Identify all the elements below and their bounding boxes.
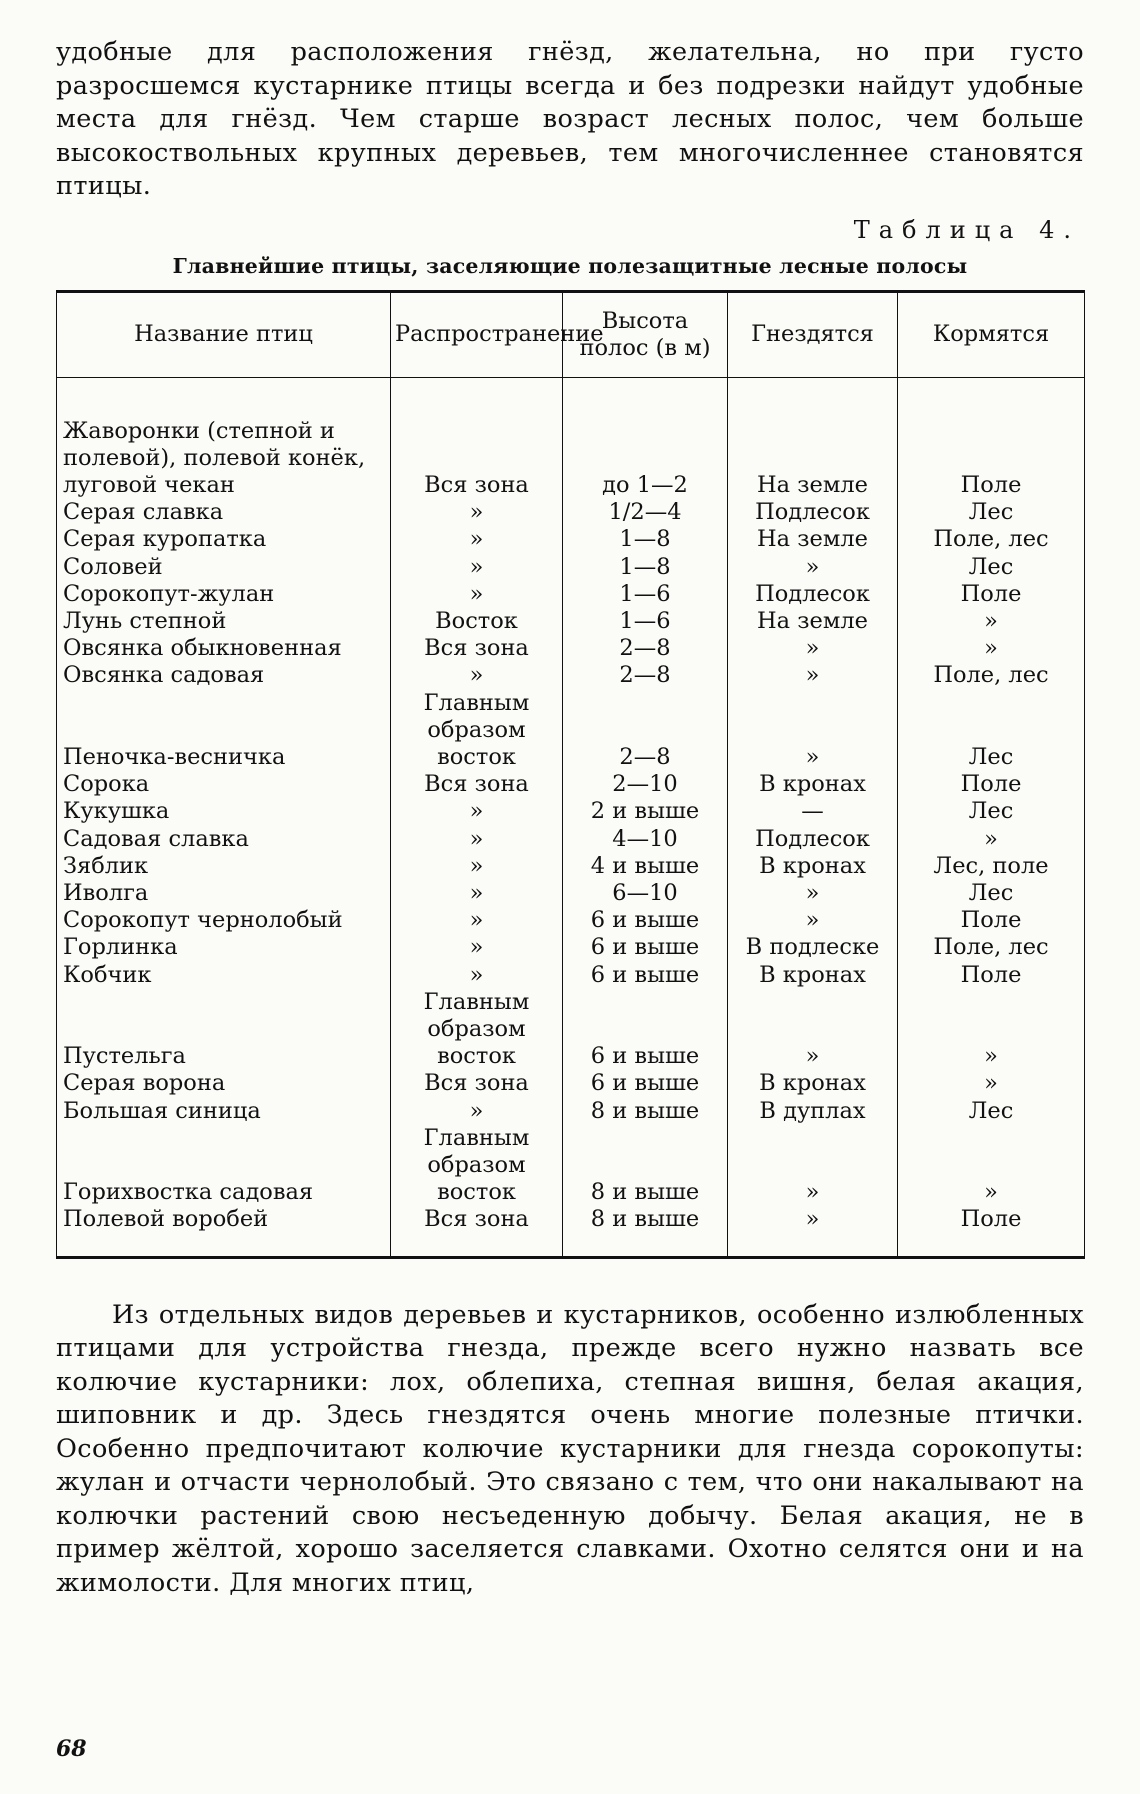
cell-range: Главным образом восток xyxy=(391,690,563,772)
cell-feed: Поле, лес xyxy=(898,662,1085,689)
table-row xyxy=(57,581,1085,608)
cell-nest: Подлесок xyxy=(728,581,898,608)
table-end-row xyxy=(57,1234,1085,1258)
cell-feed: » xyxy=(898,826,1085,853)
cell-range: Вся зона xyxy=(391,635,563,662)
cell-range: » xyxy=(391,798,563,825)
birds-table xyxy=(56,290,1085,1259)
cell-height: 2—8 xyxy=(563,662,728,689)
cell-range: » xyxy=(391,526,563,553)
cell-name: Сорока xyxy=(63,771,150,798)
cell-range: » xyxy=(391,554,563,581)
cell-range: » xyxy=(391,853,563,880)
table-row xyxy=(57,771,1085,798)
cell-name: Сорокопут-жулан xyxy=(63,580,275,607)
cell-name: Пустельга xyxy=(63,1043,186,1070)
cell-feed: » xyxy=(898,989,1085,1071)
cell-name: Полевой воробей xyxy=(63,1206,269,1233)
cell-nest: В дуплах xyxy=(728,1098,898,1125)
cell-feed: Поле xyxy=(898,1206,1085,1233)
cell-name: Кобчик xyxy=(63,961,152,988)
body-paragraph: Из отдельных видов деревьев и кустарников, особенно излюбленных птицами для устройства гнезда, прежде всего нужно назвать все колючие кустарники: лох, облепиха, степная вишня, белая акация, шиповник и др. Здесь гнездятся очень многие полезные птички. Особенно предпочитают колючие кустарники для гнезда сорокопуты: жулан и отчасти чернолобый. Это связано с тем, что они накалывают на колючки растений свою несъеденную добычу. Белая акация, не в пример жёлтой, хорошо заселяется славками. Охотно селятся они и на жимолости. Для многих птиц, xyxy=(56,1299,1084,1598)
cell-feed: » xyxy=(898,1125,1085,1207)
cell-nest: » xyxy=(728,1206,898,1233)
cell-nest: » xyxy=(728,662,898,689)
cell-range: » xyxy=(391,662,563,689)
table-spacer-row xyxy=(57,377,1085,418)
cell-nest: В кронах xyxy=(728,853,898,880)
cell-name: Серая куропатка xyxy=(63,526,267,553)
cell-nest: » xyxy=(728,989,898,1071)
table-row xyxy=(57,1206,1085,1233)
cell-range: » xyxy=(391,907,563,934)
cell-name: Серая славка xyxy=(63,499,224,526)
table-row xyxy=(57,826,1085,853)
cell-nest: » xyxy=(728,1125,898,1207)
table-row xyxy=(57,662,1085,689)
cell-nest: На земле xyxy=(728,608,898,635)
cell-feed: Лес, поле xyxy=(898,853,1085,880)
cell-name: Жаворонки (степной и полевой), полевой конёк, луговой чекан xyxy=(63,417,366,498)
table-row xyxy=(57,907,1085,934)
table-body xyxy=(57,377,1085,1257)
table-row xyxy=(57,962,1085,989)
cell-nest: В кронах xyxy=(728,962,898,989)
cell-height: 2—8 xyxy=(563,690,728,772)
cell-height: 4—10 xyxy=(563,826,728,853)
cell-height: 4 и выше xyxy=(563,853,728,880)
cell-name: Кукушка xyxy=(63,798,170,825)
cell-range: » xyxy=(391,962,563,989)
cell-nest: Подлесок xyxy=(728,826,898,853)
table-row xyxy=(57,1125,1085,1207)
cell-nest: » xyxy=(728,635,898,662)
table-row xyxy=(57,1098,1085,1125)
header-nest: Гнездятся xyxy=(728,291,898,377)
cell-range: Восток xyxy=(391,608,563,635)
table-row xyxy=(57,635,1085,662)
cell-feed: Поле xyxy=(898,581,1085,608)
cell-height: 1—8 xyxy=(563,526,728,553)
cell-height: 2—10 xyxy=(563,771,728,798)
cell-feed: » xyxy=(898,1070,1085,1097)
cell-height: до 1—2 xyxy=(563,418,728,500)
table-row xyxy=(57,418,1085,500)
cell-feed: Поле, лес xyxy=(898,934,1085,961)
cell-name: Иволга xyxy=(63,879,149,906)
cell-height: 8 и выше xyxy=(563,1125,728,1207)
table-row xyxy=(57,989,1085,1071)
cell-feed: Поле xyxy=(898,907,1085,934)
cell-height: 1—8 xyxy=(563,554,728,581)
page xyxy=(56,36,1084,1600)
cell-range: » xyxy=(391,934,563,961)
cell-range: » xyxy=(391,581,563,608)
cell-height: 8 и выше xyxy=(563,1098,728,1125)
table-row xyxy=(57,1070,1085,1097)
page-number: 68 xyxy=(56,1736,87,1762)
cell-feed: Лес xyxy=(898,690,1085,772)
cell-range: Вся зона xyxy=(391,418,563,500)
cell-name: Лунь степной xyxy=(63,607,227,634)
cell-nest: » xyxy=(728,907,898,934)
cell-range: Вся зона xyxy=(391,1206,563,1233)
cell-nest: В кронах xyxy=(728,771,898,798)
cell-feed: Поле, лес xyxy=(898,526,1085,553)
cell-name: Зяблик xyxy=(63,852,149,879)
cell-range: » xyxy=(391,1098,563,1125)
cell-feed: Поле xyxy=(898,418,1085,500)
table-row xyxy=(57,554,1085,581)
cell-range: Главным образом восток xyxy=(391,989,563,1071)
header-feed: Кормятся xyxy=(898,291,1085,377)
cell-range: Главным образом восток xyxy=(391,1125,563,1207)
header-name: Название птиц xyxy=(57,291,391,377)
cell-feed: Лес xyxy=(898,554,1085,581)
table-row xyxy=(57,798,1085,825)
cell-feed: » xyxy=(898,608,1085,635)
cell-name: Горихвостка садовая xyxy=(63,1179,314,1206)
cell-height: 1—6 xyxy=(563,608,728,635)
cell-nest: На земле xyxy=(728,418,898,500)
cell-range: » xyxy=(391,826,563,853)
cell-name: Серая ворона xyxy=(63,1070,226,1097)
cell-height: 2 и выше xyxy=(563,798,728,825)
cell-height: 8 и выше xyxy=(563,1206,728,1233)
cell-name: Пеночка-весничка xyxy=(63,743,286,770)
table-row xyxy=(57,499,1085,526)
cell-height: 2—8 xyxy=(563,635,728,662)
cell-feed: Поле xyxy=(898,771,1085,798)
cell-nest: На земле xyxy=(728,526,898,553)
table-header-row xyxy=(57,291,1085,377)
cell-name: Сорокопут чернолобый xyxy=(63,907,343,934)
cell-feed: Лес xyxy=(898,798,1085,825)
table-title: Главнейшие птицы, заселяющие полезащитные лесные полосы xyxy=(172,253,968,278)
table-row xyxy=(57,880,1085,907)
cell-height: 1—6 xyxy=(563,581,728,608)
table-row xyxy=(57,526,1085,553)
cell-nest: В кронах xyxy=(728,1070,898,1097)
cell-nest: » xyxy=(728,690,898,772)
cell-feed: » xyxy=(898,635,1085,662)
table-row xyxy=(57,608,1085,635)
header-range: Распространение xyxy=(391,291,563,377)
cell-name: Овсянка обыкновенная xyxy=(63,635,342,662)
cell-height: 1/2—4 xyxy=(563,499,728,526)
cell-nest: » xyxy=(728,554,898,581)
cell-height: 6 и выше xyxy=(563,989,728,1071)
intro-paragraph: удобные для расположения гнёзд, желательна, но при густо разросшемся кустарнике птицы всегда и без подрезки найдут удобные места для гнёзд. Чем старше возраст лесных полос, чем больше высокоствольных крупных деревьев, тем многочисленнее становятся птицы. xyxy=(56,37,1084,201)
table-label: Таблица 4. xyxy=(853,215,1080,244)
cell-nest: » xyxy=(728,880,898,907)
cell-height: 6—10 xyxy=(563,880,728,907)
cell-height: 6 и выше xyxy=(563,934,728,961)
cell-nest: Подлесок xyxy=(728,499,898,526)
cell-feed: Лес xyxy=(898,499,1085,526)
cell-nest: — xyxy=(728,798,898,825)
cell-range: Вся зона xyxy=(391,771,563,798)
cell-name: Большая синица xyxy=(63,1097,261,1124)
cell-range: » xyxy=(391,499,563,526)
cell-range: Вся зона xyxy=(391,1070,563,1097)
table-row xyxy=(57,934,1085,961)
cell-height: 6 и выше xyxy=(563,1070,728,1097)
cell-range: » xyxy=(391,880,563,907)
table-row xyxy=(57,853,1085,880)
cell-name: Овсянка садовая xyxy=(63,662,265,689)
cell-feed: Лес xyxy=(898,880,1085,907)
cell-nest: В подлеске xyxy=(728,934,898,961)
cell-name: Соловей xyxy=(63,553,163,580)
cell-height: 6 и выше xyxy=(563,962,728,989)
cell-feed: Лес xyxy=(898,1098,1085,1125)
table-row xyxy=(57,690,1085,772)
header-height: Высота полос (в м) xyxy=(563,291,728,377)
cell-name: Горлинка xyxy=(63,934,178,961)
cell-feed: Поле xyxy=(898,962,1085,989)
cell-height: 6 и выше xyxy=(563,907,728,934)
cell-name: Садовая славка xyxy=(63,825,249,852)
